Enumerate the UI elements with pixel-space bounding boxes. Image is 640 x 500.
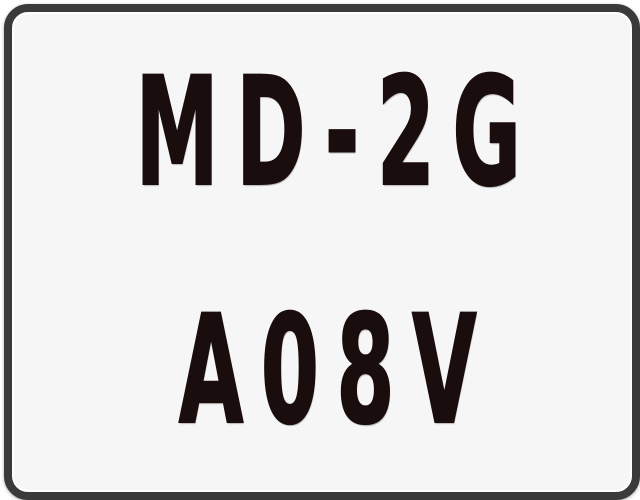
plate-line-1 [12, 46, 632, 220]
license-plate [4, 4, 640, 500]
plate-line-2 [12, 284, 632, 458]
plate-line-1-text: MD-2G [135, 46, 539, 220]
plate-line-2-text: A08V [178, 284, 494, 458]
